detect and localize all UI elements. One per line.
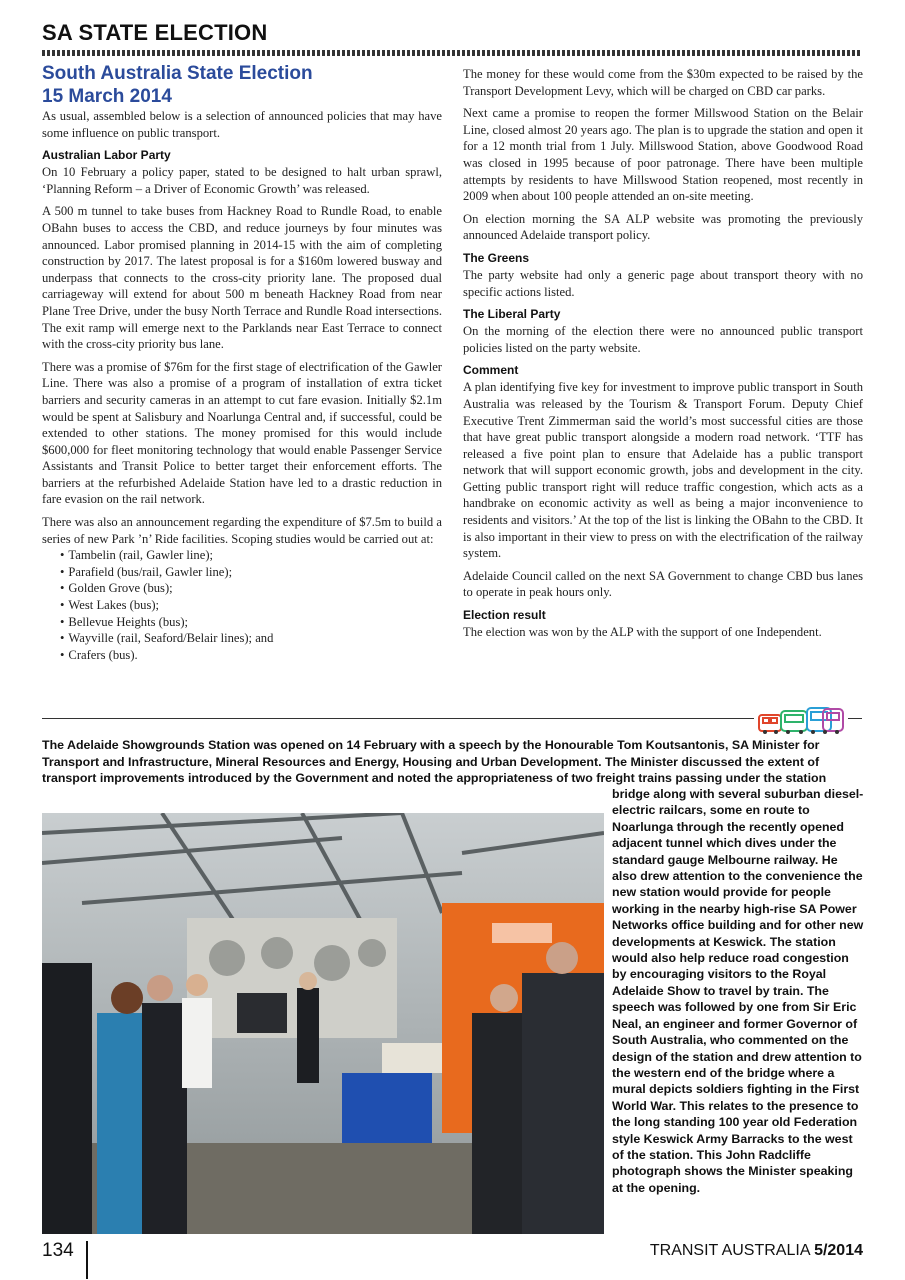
- liberal-paragraph: On the morning of the election there were no announced public transport policies listed on the party website.: [463, 324, 863, 355]
- photo-caption-side: bridge along with several suburban diesel-electric railcars, some en route to Noarlunga through the recently opened adjacent tunnel which dives under the standard gauge Melbourne railway. He also drew attention to the convenience the new station would provide for people working in the nearby high-rise SA Power Networks office building and for other new developments at Keswick. The station would also help reduce road congestion by encouraging visitors to the Royal Adelaide Show to travel by train. The speech was followed by one from Sir Eric Neal, an engineer and former Governor of South Australia, who commented on the design of the station and drew attention to the western end of the bridge where a mural depicts soldiers fighting in the First World War. This relates to the presence to the long standing 100 year old Federation style Keswick Army Barracks to the west of the station. This John Radcliffe photograph shows the Minister speaking at the opening.: [612, 787, 864, 1195]
- result-heading: Election result: [463, 608, 546, 623]
- result-paragraph: The election was won by the ALP with the support of one Independent.: [463, 625, 822, 640]
- photo-caption-top: The Adelaide Showgrounds Station was opened on 14 February with a speech by the Honourable Tom Koutsantonis, SA Minister for Transport and Infrastructure, Mineral Resources and Energy, Housing and Urban Development. The Minister discussed the extent of transport improvements introduced by the Government and noted the appropriateness of two freight trains passing under the station: [42, 738, 827, 786]
- publication-name: TRANSIT AUSTRALIA: [649, 1242, 810, 1259]
- intro-paragraph: As usual, assembled below is a selection of announced policies that may have some influence on public transport.: [42, 109, 442, 140]
- greens-paragraph: The party website had only a generic page about transport theory with no specific actions listed.: [463, 267, 863, 299]
- publication-footer: [650, 1242, 863, 1260]
- dotted-rule: [42, 50, 862, 56]
- liberal-heading: The Liberal Party: [463, 307, 561, 322]
- issue-number: 5/2014: [814, 1242, 863, 1259]
- labor-paragraph-4: There was also an announcement regarding the expenditure of $7.5m to build a series of new Park ’n’ Ride facilities. Scoping studies would be carried out at:: [42, 515, 442, 546]
- labor-paragraph-6: Next came a promise to reopen the former Millswood Station on the Belair Line, closed almost 20 years ago. The plan is to upgrade the station and open it for a 12 month trial from 1 July. Millswood Station, above Goodwood Road was closed in 1995 because of poor patronage. There have been multiple attempts by residents to have Millswood Station reopened, most recently in 2009 when about 100 people attended an on-site meeting.: [463, 106, 863, 204]
- section-divider: [42, 718, 754, 719]
- page-number: 134: [42, 1240, 74, 1261]
- article-title: [42, 62, 442, 108]
- labor-paragraph-2: A 500 m tunnel to take buses from Hackney Road to Rundle Road, to enable OBahn buses to access the CBD, and reduce journeys by four minutes was announced. Labor promised planning in 2014-15 with the aim of completing construction by 2017. The latest proposal is for a $160m lowered busway and underpass that connects to the cross-city priority lane. The proposed dual carriageway will extend for about 500 m beneath Hackney Road from near Plane Tree Drive, under the busy North Terrace and Rundle Road intersections. The exit ramp will emerge next to the Parklands near East Terrace to connect with the cross-city priority bus lane.: [42, 204, 442, 352]
- section-divider-end: [848, 718, 862, 719]
- comment-heading: Comment: [463, 363, 519, 378]
- labor-heading: Australian Labor Party: [42, 148, 171, 163]
- labor-paragraph-1: On 10 February a policy paper, stated to be designed to halt urban sprawl, ‘Planning Reform – a Driver of Economic Growth’ was released.: [42, 165, 442, 196]
- greens-heading: The Greens: [463, 250, 530, 265]
- comment-paragraph-1: A plan identifying five key for investment to improve public transport in South Australia was released by the Tourism & Transport Forum. Deputy Chief Executive Trent Zimmerman said the world’s most successful cities are those that have great public transport alongside a modern road network. ‘TTF has released a five point plan to ensure that Adelaide has a public transport network that will support economic growth, jobs and development in the city. Getting public transport right will reduce traffic congestion, which acts as a handbrake on economic activity as well as being a major inconvenience to residents and visitors.’ At the top of the list is linking the OBahn to the CBD. It is also important in their view to press on with the electrification of the railway system.: [463, 380, 863, 561]
- transit-vehicles-icon: [757, 705, 847, 735]
- park-ride-list: [42, 547, 442, 663]
- article-title-line1: South Australia State Election: [42, 63, 313, 84]
- list-item: • Bellevue Heights (bus);: [60, 614, 442, 631]
- article-title-line2: 15 March 2014: [42, 86, 172, 107]
- station-opening-photo: [42, 813, 604, 1234]
- comment-paragraph-2: Adelaide Council called on the next SA Government to change CBD bus lanes to operate in peak hours only.: [463, 568, 863, 600]
- list-item: • Parafield (bus/rail, Gawler line);: [60, 564, 442, 581]
- right-column: [463, 66, 863, 647]
- section-heading: SA STATE ELECTION: [42, 20, 268, 45]
- labor-paragraph-7: On election morning the SA ALP website was promoting the previously announced Adelaide transport policy.: [463, 211, 863, 243]
- footer-bar: [86, 1241, 88, 1279]
- list-item: • West Lakes (bus);: [60, 597, 442, 614]
- list-item: • Crafers (bus).: [60, 647, 442, 664]
- left-column: [42, 62, 442, 663]
- list-item: • Wayville (rail, Seaford/Belair lines); and: [60, 630, 442, 647]
- list-item: • Tambelin (rail, Gawler line);: [60, 547, 442, 564]
- labor-paragraph-3: There was a promise of $76m for the first stage of electrification of the Gawler Line. There was also a promise of a program of installation of extra ticket barriers and security cameras in an attempt to cut fare evasion. Initially $2.1m would be spent at Salisbury and Noarlunga Central and, if successful, could be extended to other stations. The money promised for this would include $600,000 for fleet monitoring technology that would enable Passenger Service Assistants and Transit Police to better target their enforcement efforts. The barriers at the refurbished Adelaide Station have led to a drastic reduction in fare evasion on the rail network.: [42, 359, 442, 507]
- labor-paragraph-5: The money for these would come from the $30m expected to be raised by the Transport Development Levy, which will be charged on CBD car parks.: [463, 67, 863, 98]
- list-item: • Golden Grove (bus);: [60, 580, 442, 597]
